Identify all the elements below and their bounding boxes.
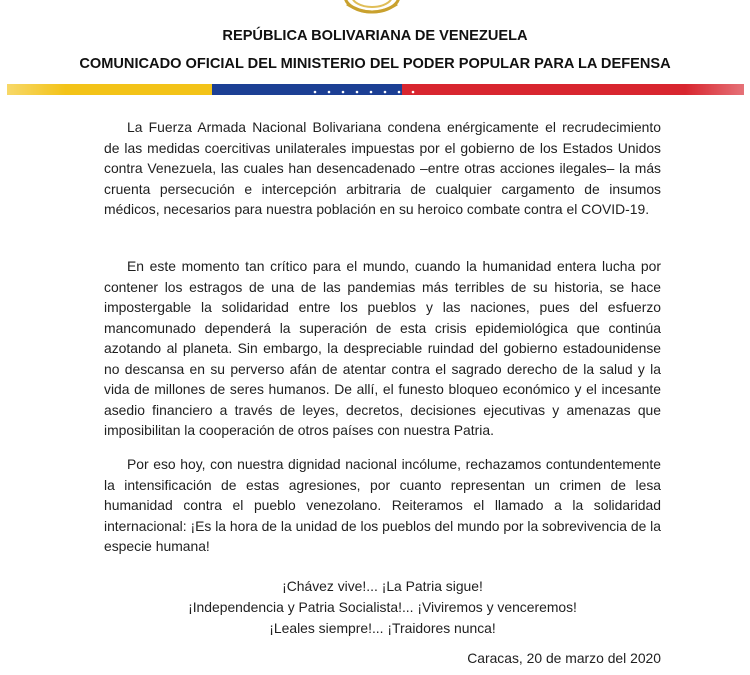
paragraph-2: En este momento tan crítico para el mundo, cuando la humanidad entera lucha por contener los estragos de una de las pandemias más terribles de su historia, se hace impostergable la solidaridad entre los pueblos y las naciones, pues del esfuerzo mancomunado dependerá la superación de esta crisis epidemiológica que continúa azotando al planeta. Sin embargo, la despreciable ruindad del gobierno estadounidense no descansa en su perverso afán de atentar contra el sagrado derecho de la salud y la vida de millones de seres humanos. De allí, el funesto bloqueo económico y el incesante asedio financiero a través de leyes, decretos, decisiones ejecutivas y amenazas que imposibilitan la cooperación de otros países con nuestra Patria. bbox=[104, 258, 661, 438]
closing-slogans bbox=[104, 576, 661, 639]
paragraph-3: Por eso hoy, con nuestra dignidad nacional incólume, rechazamos contundentemente la intensificación de estas agresiones, por cuanto representan un crimen de lesa humanidad contra el pueblo venezolano. Reiteramos el llamado a la solidaridad internacional: ¡Es la hora de la unidad de los pueblos del mundo por la sobrevivencia de la especie humana! bbox=[104, 456, 661, 554]
flag-stripe bbox=[7, 84, 744, 95]
header-country: REPÚBLICA BOLIVARIANA DE VENEZUELA bbox=[222, 28, 528, 44]
coat-of-arms-icon bbox=[343, 0, 401, 16]
slogan-line-3: ¡Leales siempre!... ¡Traidores nunca! bbox=[269, 620, 496, 636]
header-ministry: COMUNICADO OFICIAL DEL MINISTERIO DEL PODER POPULAR PARA LA DEFENSA bbox=[79, 56, 671, 72]
place-and-date: Caracas, 20 de marzo del 2020 bbox=[467, 650, 661, 666]
slogan-line-2: ¡Independencia y Patria Socialista!... ¡Viviremos y venceremos! bbox=[188, 599, 577, 615]
paragraph-1: La Fuerza Armada Nacional Bolivariana condena enérgicamente el recrudecimiento de las medidas coercitivas unilaterales impuestas por el gobierno de los Estados Unidos contra Venezuela, las cuales han desencadenado –entre otras acciones ilegales– la más cruenta persecución e intercepción arbitraria de cualquier cargamento de insumos médicos, necesarios para nuestra población en su heroico combate contra el COVID-19. bbox=[104, 119, 661, 217]
slogan-line-1: ¡Chávez vive!... ¡La Patria sigue! bbox=[282, 578, 483, 594]
